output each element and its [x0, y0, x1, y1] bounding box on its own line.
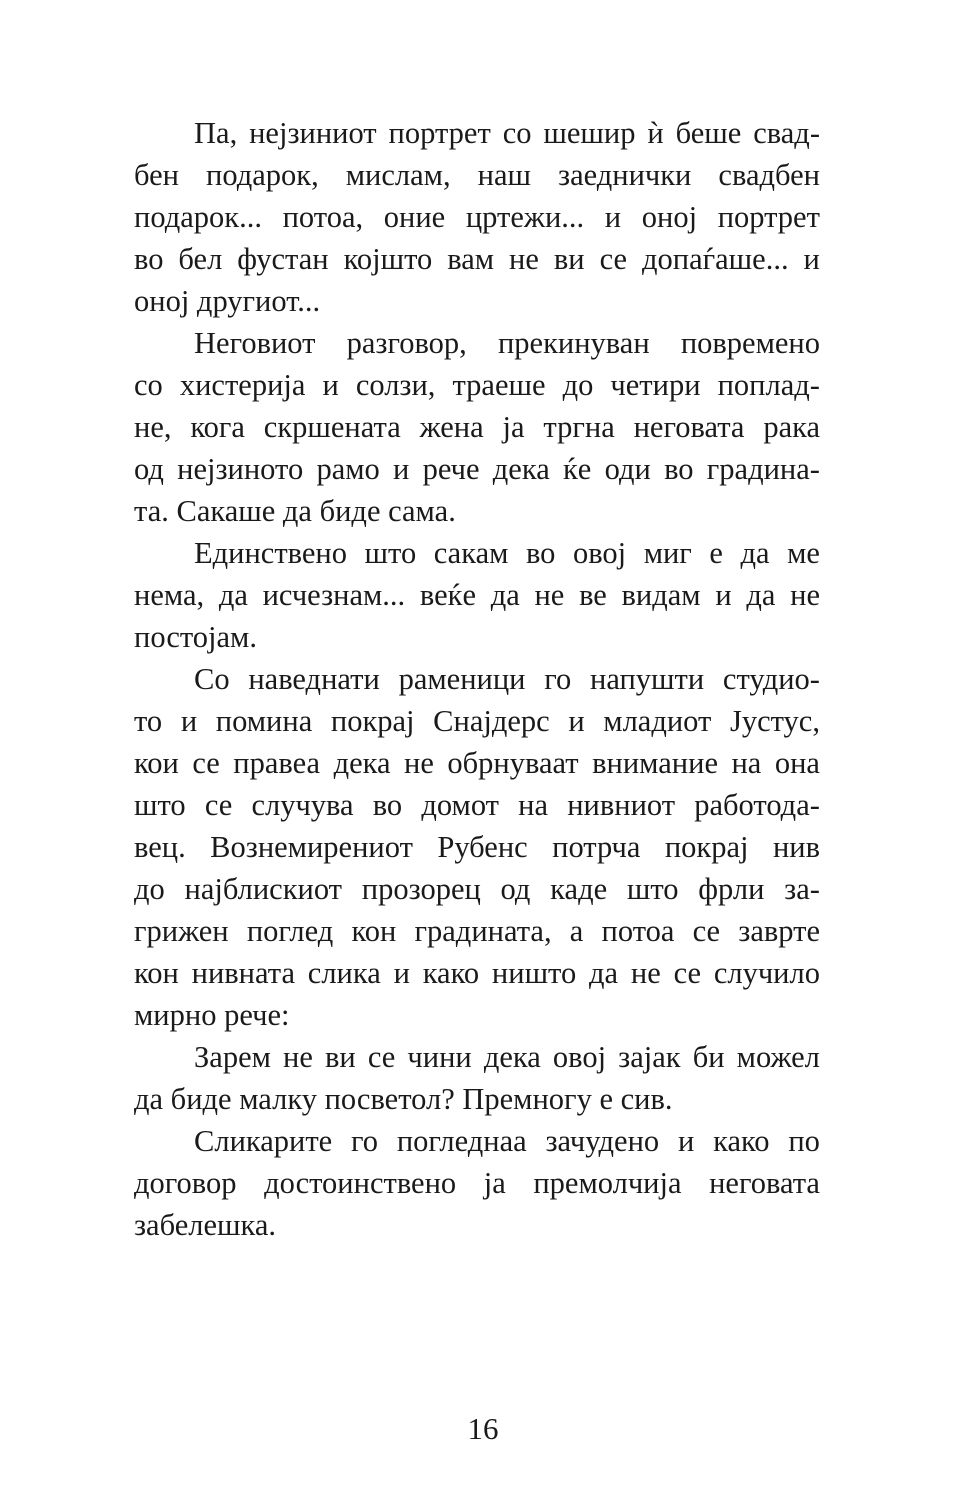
word: видам	[621, 578, 701, 612]
word: кога	[190, 410, 245, 444]
word: и	[180, 704, 198, 738]
word: потрча	[552, 830, 641, 864]
word: поглед	[246, 914, 334, 948]
word: не	[283, 1040, 313, 1074]
text-line	[194, 1036, 820, 1078]
text-line: да биде малку посветол? Премногу е сив.	[134, 1082, 673, 1116]
word: кон	[351, 914, 397, 948]
paragraph	[134, 112, 820, 322]
text-line	[134, 742, 820, 784]
word: ја	[502, 410, 525, 444]
word: заврте	[738, 914, 820, 948]
word: договор	[134, 1166, 237, 1200]
word: овој	[552, 1040, 607, 1074]
word: случува	[251, 788, 354, 822]
word: прекинуван	[497, 326, 650, 360]
word: раменици	[398, 662, 526, 696]
word: фустан	[237, 242, 329, 276]
word: и	[322, 368, 339, 402]
text-line: та. Сакаше да биде сама.	[134, 494, 456, 528]
word: градина-	[706, 452, 820, 486]
word: во	[664, 452, 694, 486]
word: покрај	[330, 704, 415, 738]
word: не	[630, 956, 661, 990]
word: ја	[483, 1166, 506, 1200]
word: ќе	[562, 452, 592, 486]
word: заеднички	[558, 158, 692, 192]
text-line	[134, 574, 820, 616]
word: Рубенс	[437, 830, 528, 864]
word: до	[562, 368, 594, 402]
word: чини	[407, 1040, 472, 1074]
text-line	[134, 700, 820, 742]
word: не	[404, 746, 434, 780]
word: се	[673, 956, 702, 990]
word: Со	[194, 662, 230, 696]
word: прозорец	[361, 872, 481, 906]
word: што	[134, 788, 186, 822]
text-line	[194, 112, 820, 154]
page-number: 16	[467, 1411, 499, 1446]
word: грижен	[134, 914, 229, 948]
word: повремено	[680, 326, 820, 360]
word: од	[134, 452, 164, 486]
word: со	[502, 116, 532, 150]
word: го	[351, 1124, 379, 1158]
word: и	[568, 704, 585, 738]
text-line	[194, 322, 820, 364]
word: и	[803, 242, 820, 276]
word: а	[569, 914, 584, 948]
word: во	[134, 242, 164, 276]
word: правеа	[233, 746, 321, 780]
word: веќе	[419, 578, 477, 612]
word: нивниот	[567, 788, 676, 822]
word: се	[204, 788, 233, 822]
text-line: постојам.	[134, 620, 257, 654]
text-line	[134, 868, 820, 910]
word: мислам,	[345, 158, 451, 192]
word: зачудено	[545, 1124, 660, 1158]
word: го	[544, 662, 572, 696]
word: подарок...	[134, 200, 262, 234]
word: премолчија	[533, 1166, 682, 1200]
word: рече	[422, 452, 480, 486]
word: обрнуваат	[447, 746, 579, 780]
word: бен	[134, 158, 179, 192]
word: миг	[643, 536, 692, 570]
paragraph	[134, 1120, 820, 1246]
text-line: мирно рече:	[134, 998, 290, 1032]
body-text-column	[134, 112, 820, 1246]
word: слика	[307, 956, 381, 990]
word: портрет	[717, 200, 820, 234]
word: Неговиот	[194, 326, 316, 360]
word: зајак	[618, 1040, 681, 1074]
word: на	[731, 746, 762, 780]
word: не,	[134, 410, 172, 444]
word: студио-	[722, 662, 820, 696]
word: тргна	[543, 410, 615, 444]
text-line: оној другиот...	[134, 284, 321, 318]
word: то	[134, 704, 163, 738]
word: хистерија	[179, 368, 306, 402]
paragraph	[134, 1036, 820, 1120]
word: не	[509, 242, 539, 276]
word: неговата	[709, 1166, 820, 1200]
word: да	[218, 578, 248, 612]
word: оние	[383, 200, 446, 234]
word: како	[713, 1124, 770, 1158]
text-line	[134, 784, 820, 826]
word: помина	[215, 704, 313, 738]
word: исчезнам...	[262, 578, 406, 612]
text-line	[134, 448, 820, 490]
word: градината,	[414, 914, 552, 948]
word: младиот	[603, 704, 712, 738]
word: жена	[419, 410, 484, 444]
text-line	[134, 406, 820, 448]
text-line	[134, 952, 820, 994]
word: и	[393, 956, 410, 990]
word: што	[364, 536, 417, 570]
paragraph	[134, 532, 820, 658]
word: вам	[447, 242, 495, 276]
word: на	[518, 788, 549, 822]
paragraph	[134, 322, 820, 532]
word: да	[490, 578, 520, 612]
word: погледнаа	[396, 1124, 527, 1158]
word: Единствено	[194, 536, 347, 570]
word: ништо	[491, 956, 577, 990]
text-line	[134, 196, 820, 238]
word: со	[134, 368, 163, 402]
word: солзи,	[355, 368, 436, 402]
word: и	[604, 200, 622, 234]
word: внимание	[592, 746, 718, 780]
word: овој	[572, 536, 627, 570]
word: скршената	[263, 410, 401, 444]
word: свадбен	[718, 158, 820, 192]
word: ѝ	[647, 116, 664, 150]
word: нивната	[191, 956, 295, 990]
word: ви	[553, 242, 585, 276]
word: и	[677, 1124, 695, 1158]
text-line	[194, 658, 820, 700]
text-line	[134, 238, 820, 280]
word: е	[709, 536, 723, 570]
word: Снајдерс	[433, 704, 550, 738]
word: во	[525, 536, 556, 570]
word: наведнати	[248, 662, 380, 696]
word: работода-	[694, 788, 820, 822]
word: којшто	[343, 242, 433, 276]
text-line	[134, 154, 820, 196]
word: и	[393, 452, 410, 486]
word: Сликарите	[194, 1124, 333, 1158]
word: бел	[178, 242, 223, 276]
word: домот	[421, 788, 500, 822]
word: што	[626, 872, 679, 906]
word: можел	[736, 1040, 820, 1074]
word: не	[790, 578, 820, 612]
word: да	[746, 578, 776, 612]
word: портрет	[388, 116, 491, 150]
word: нив	[772, 830, 820, 864]
text-line	[134, 826, 820, 868]
word: кон	[134, 956, 179, 990]
word: Вознемирениот	[210, 830, 413, 864]
word: фрли	[698, 872, 765, 906]
word: да	[589, 956, 619, 990]
word: се	[599, 242, 628, 276]
word: потоа,	[282, 200, 364, 234]
word: поплад-	[717, 368, 820, 402]
word: нејзиното	[177, 452, 304, 486]
word: ме	[787, 536, 820, 570]
word: да	[740, 536, 770, 570]
word: до	[134, 872, 165, 906]
word: би	[692, 1040, 725, 1074]
word: достоинствено	[264, 1166, 457, 1200]
paragraph	[134, 658, 820, 1036]
word: најблискиот	[184, 872, 343, 906]
word: оној	[641, 200, 698, 234]
word: разговор,	[346, 326, 467, 360]
word: вец.	[134, 830, 186, 864]
word: за-	[784, 872, 820, 906]
word: рака	[763, 410, 820, 444]
word: во	[372, 788, 403, 822]
word: од	[500, 872, 531, 906]
word: дека	[333, 746, 391, 780]
word: случило	[713, 956, 820, 990]
word: четири	[610, 368, 701, 402]
word: шешир	[543, 116, 636, 150]
word: се	[367, 1040, 396, 1074]
word: траеше	[452, 368, 546, 402]
word: Јустус,	[729, 704, 820, 738]
word: ве	[579, 578, 607, 612]
word: нема,	[134, 578, 205, 612]
text-line	[194, 1120, 820, 1162]
text-line	[134, 910, 820, 952]
word: беше	[675, 116, 742, 150]
word: Па,	[194, 116, 238, 150]
text-line	[194, 532, 820, 574]
word: дека	[483, 1040, 541, 1074]
word: покрај	[664, 830, 749, 864]
word: напушти	[590, 662, 705, 696]
word: она	[774, 746, 820, 780]
word: рамо	[316, 452, 380, 486]
word: се	[692, 914, 721, 948]
word: се	[192, 746, 220, 780]
word: Зарем	[194, 1040, 271, 1074]
word: кои	[134, 746, 179, 780]
word: не	[534, 578, 565, 612]
word: дека	[492, 452, 550, 486]
word: подарок,	[206, 158, 319, 192]
word: нејзиниот	[249, 116, 377, 150]
word: свад-	[753, 116, 820, 150]
word: оди	[604, 452, 651, 486]
word: цртежи...	[465, 200, 585, 234]
word: по	[788, 1124, 820, 1158]
word: сакам	[433, 536, 509, 570]
text-line: забелешка.	[134, 1208, 277, 1242]
word: како	[422, 956, 480, 990]
word: потоа	[601, 914, 675, 948]
word: ви	[325, 1040, 356, 1074]
word: неговата	[633, 410, 745, 444]
text-line	[134, 1162, 820, 1204]
word: допаѓаше...	[642, 242, 789, 276]
word: и	[715, 578, 732, 612]
text-line	[134, 364, 820, 406]
word: каде	[550, 872, 608, 906]
word: наш	[477, 158, 531, 192]
